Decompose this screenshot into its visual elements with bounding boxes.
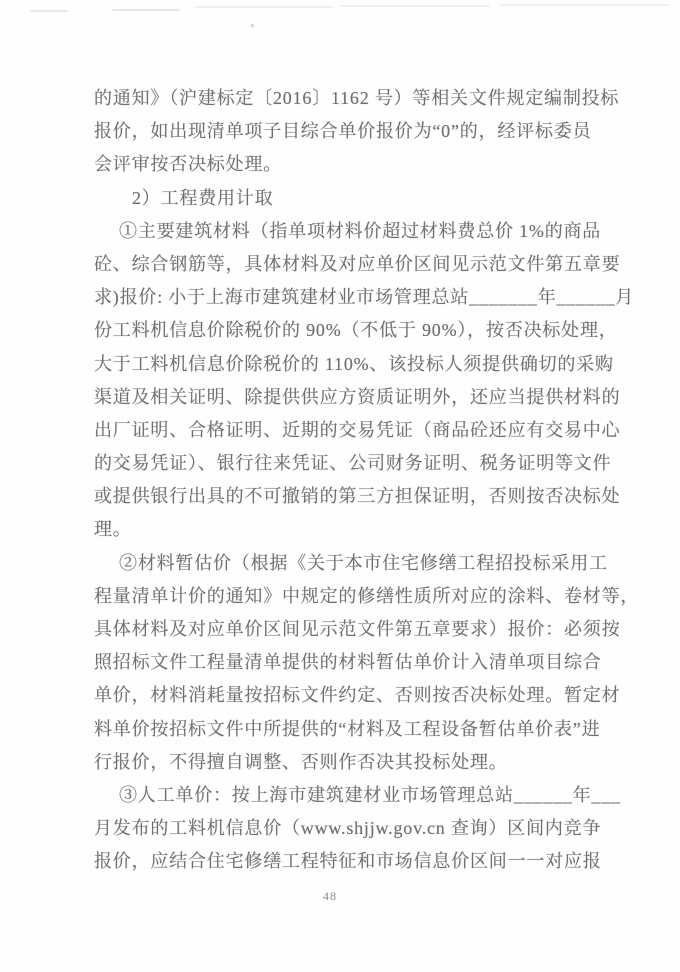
text-line: 大于工料机信息价除税价的 110%、该投标人须提供确切的采购 (94, 353, 614, 374)
text-line: 程量清单计价的通知》中规定的修缮性质所对应的涂料、卷材等， (94, 585, 640, 606)
scan-streak (340, 5, 490, 7)
text-line: 报价，如出现清单项子目综合单价报价为“0”的，经评标委员 (94, 121, 592, 142)
text-line: 出厂证明、合格证明、近期的交易凭证（商品砼还应有交易中心 (94, 419, 621, 440)
text-line: 或提供银行出具的不可撤销的第三方担保证明，否则按否决标处 (94, 486, 621, 507)
text-line: 单价，材料消耗量按招标文件约定、否则按否决标处理。暂定材 (94, 685, 621, 706)
text-line: 砼、综合钢筋等，具体材料及对应单价区间见示范文件第五章要 (94, 253, 621, 274)
scan-speck (251, 24, 254, 27)
text-line: 的交易凭证）、银行往来凭证、公司财务证明、税务证明等文件 (94, 453, 612, 474)
text-line: 料单价按招标文件中所提供的“材料及工程设备暂估单价表”进 (94, 718, 601, 739)
document-body (94, 82, 640, 879)
text-line: 会评审按否决标处理。 (94, 154, 282, 175)
text-line: 照招标文件工程量清单提供的材料暂估单价计入清单项目综合 (94, 652, 602, 673)
text-line: ①主要建筑材料（指单项材料价超过材料费总价 1%的商品 (119, 220, 602, 241)
text-line: 求)报价: 小于上海市建筑建材业市场管理总站_______年______月 (94, 287, 635, 308)
scan-streak (30, 10, 68, 12)
text-line: 渠道及相关证明、除提供供应方资质证明外，还应当提供材料的 (94, 386, 621, 407)
scan-streak (195, 6, 333, 8)
text-line: 具体材料及对应单价区间见示范文件第五章要求）报价：必须按 (94, 619, 621, 639)
text-line: 月发布的工料机信息价（www.shjjw.gov.cn 查询）区间内竞争 (94, 818, 602, 839)
text-line: 报价，应结合住宅修缮工程特征和市场信息价区间一一对应报 (94, 851, 602, 872)
scan-streak (500, 4, 670, 6)
text-line: 的通知》（沪建标定〔2016〕1162 号）等相关文件规定编制投标 (94, 88, 620, 108)
text-line: ③人工单价：按上海市建筑建材业市场管理总站______年___ (119, 784, 621, 805)
text-line: ②材料暂估价（根据《关于本市住宅修缮工程招投标采用工 (119, 552, 608, 573)
text-line: 2）工程费用计取 (132, 187, 274, 208)
scan-streak (112, 9, 180, 11)
text-line: 份工料机信息价除税价的 90%（不低于 90%），按否决标处理， (94, 320, 618, 341)
text-line: 理。 (94, 519, 132, 540)
page-number: 48 (323, 889, 337, 903)
text-line: 行报价，不得擅自调整、否则作否决其投标处理。 (94, 751, 508, 772)
